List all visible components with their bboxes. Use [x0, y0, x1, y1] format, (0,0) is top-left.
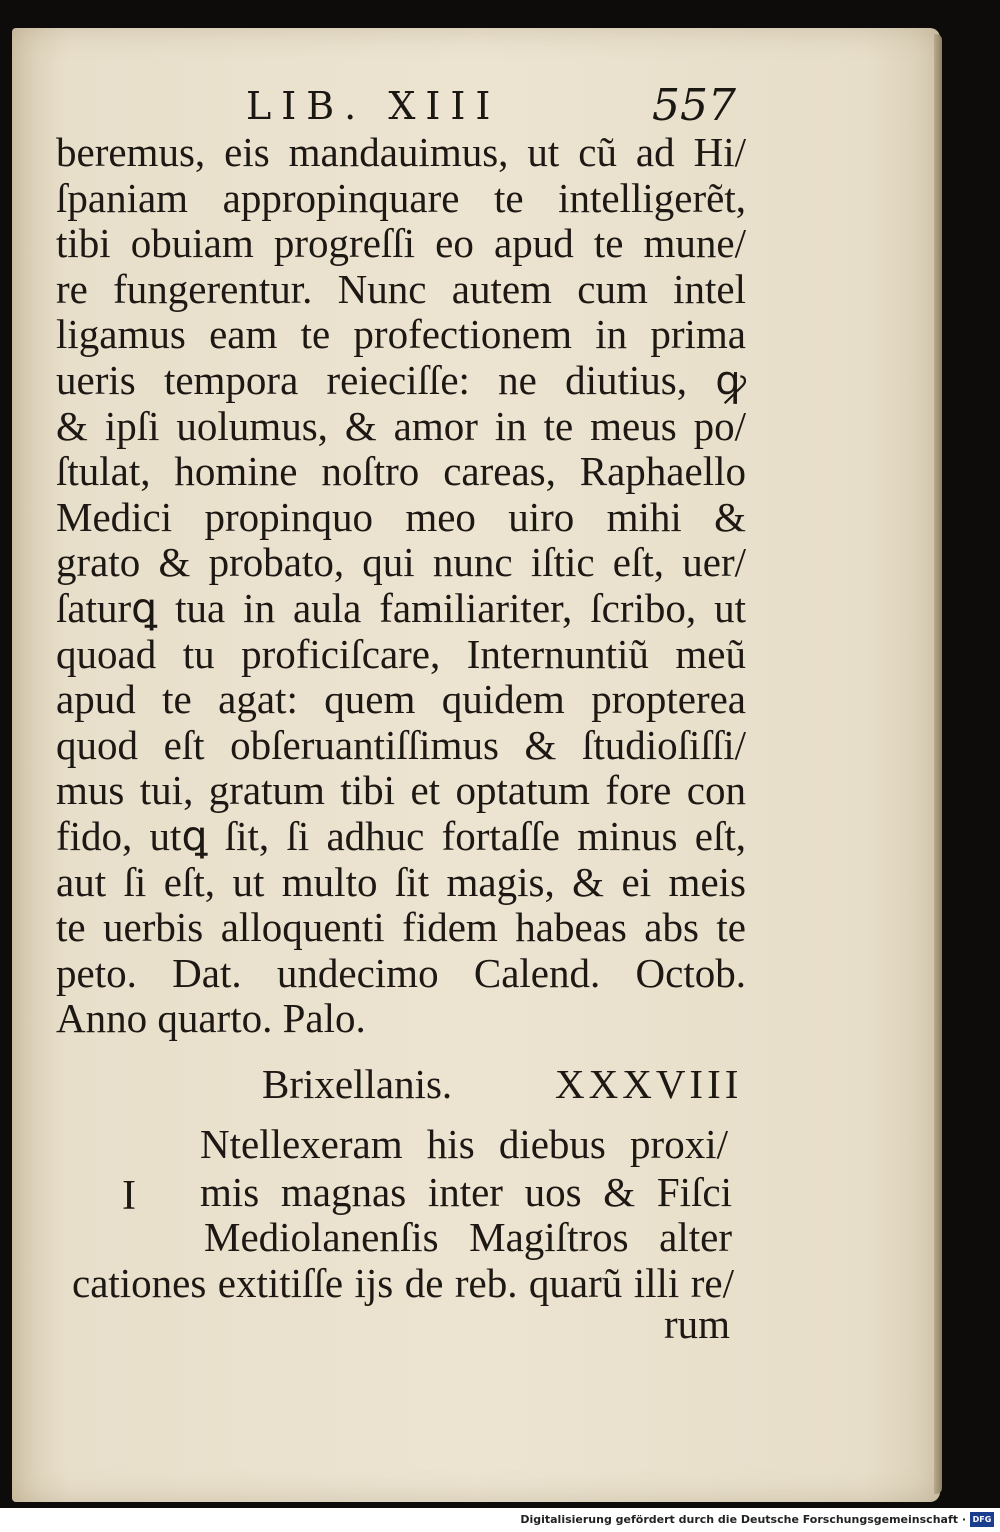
text-line: quoad tu proficiſcare, Internuntiũ meũ	[56, 630, 746, 677]
letter-number: XXXVIII	[555, 1061, 743, 1107]
text-line: tibi obuiam progreſſi eo apud te mune/	[56, 220, 746, 267]
text-line: Medici propinquo meo uiro mihi &	[56, 493, 746, 540]
text-line: & ipſi uolumus, & amor in te meus po/	[56, 402, 746, 449]
letter-body	[56, 130, 746, 1042]
text-line: Ntellexeram his diebus proxi/	[200, 1121, 728, 1167]
text-line: cationes extitiſſe ijs de reb. quarũ illi re/	[72, 1260, 734, 1306]
text-line: fido, utꝗ ſit, ſi adhuc fortaſſe minus eſt,	[56, 812, 746, 859]
text-line: te uerbis alloquenti fidem habeas abs te	[56, 904, 746, 951]
letter-heading	[0, 1060, 1000, 1110]
text-line: Anno quarto. Palo.	[56, 995, 366, 1042]
text-line: grato & probato, qui nunc iſtic eſt, uer/	[56, 539, 746, 586]
text-line: ſpaniam appropinquare te intelligerẽt,	[56, 174, 746, 221]
text-line: quod eſt obſeruantiſſimus & ſtudioſiſſi/	[56, 721, 746, 768]
text-line: rum	[664, 1301, 731, 1347]
funding-note: Digitalisierung gefördert durch die Deutsche Forschungsgemeinschaft ·	[520, 1513, 966, 1526]
initial-letter: I	[122, 1173, 136, 1219]
text-line: ueris tempora reieciſſe: ne diutius, ꝙ	[56, 356, 746, 403]
letter-addressee: Brixellanis.	[262, 1061, 453, 1107]
text-line: mus tui, gratum tibi et optatum fore con	[56, 767, 746, 814]
text-line: mis magnas inter uos & Fiſci	[200, 1169, 732, 1215]
folio-number: 557	[652, 80, 736, 131]
text-line: peto. Dat. undecimo Calend. Octob.	[56, 949, 746, 996]
text-line: ſaturꝗ tua in aula familiariter, ſcribo, ut	[56, 584, 746, 631]
text-line: Mediolanenſis Magiſtros alter	[204, 1214, 732, 1260]
text-line: ſtulat, homine noſtro careas, Raphaello	[56, 448, 746, 495]
page-edge	[934, 34, 942, 1494]
text-line: ligamus eam te profectionem in prima	[56, 311, 746, 358]
text-line: apud te agat: quem quidem propterea	[56, 676, 746, 723]
text-line: aut ſi eſt, ut multo ſit magis, & ei meis	[56, 858, 746, 905]
text-line: beremus, eis mandauimus, ut cũ ad Hi/	[56, 129, 746, 175]
dfg-logo: DFG	[970, 1512, 994, 1527]
footer-bar	[0, 1508, 1000, 1532]
text-line: re fungerentur. Nunc autem cum intel	[56, 265, 746, 312]
running-head: LIB. XIII	[246, 84, 501, 128]
